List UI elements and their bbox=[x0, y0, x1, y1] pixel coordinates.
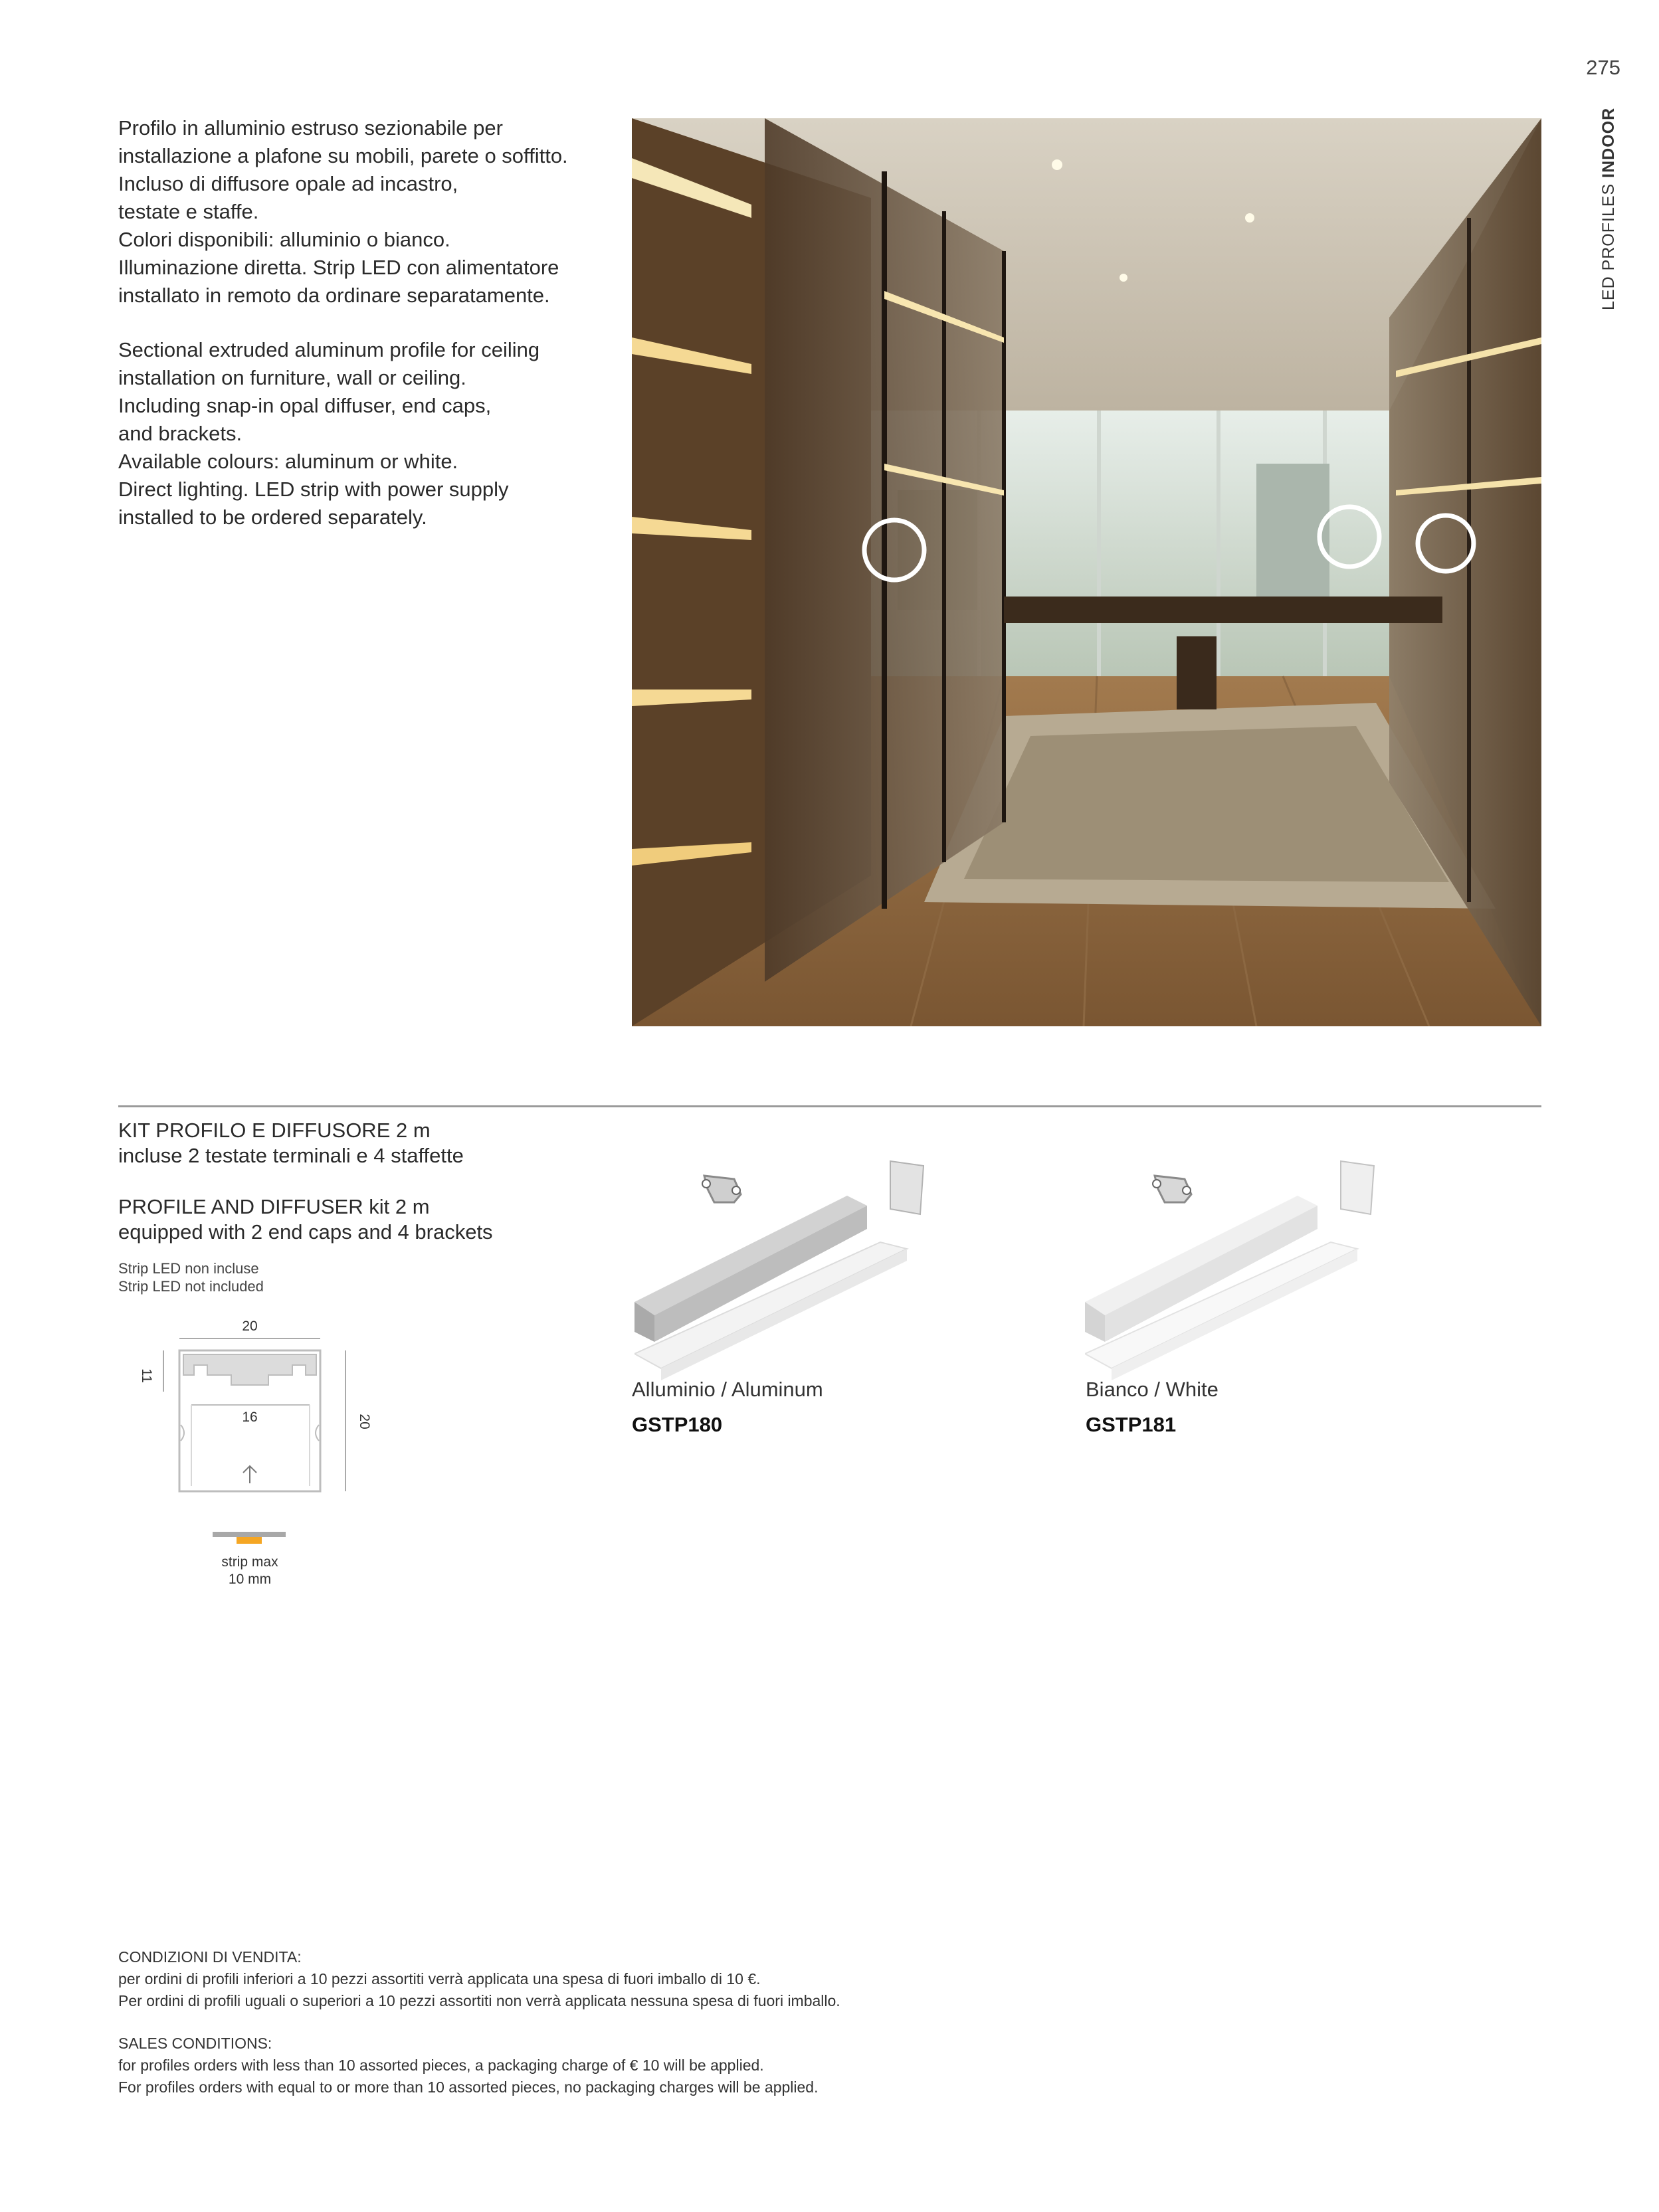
kit-title-en: PROFILE AND DIFFUSER kit 2 m bbox=[118, 1195, 430, 1218]
sales-conditions-italian bbox=[118, 1946, 1181, 2012]
description-line: installation on furniture, wall or ceiling. bbox=[118, 366, 466, 389]
description-line: Available colours: aluminum or white. bbox=[118, 450, 458, 473]
description-line: testate e staffe. bbox=[118, 200, 259, 223]
sales-conditions-english bbox=[118, 2033, 1181, 2098]
height-label: 20 bbox=[357, 1414, 372, 1429]
description-line: installazione a plafone su mobili, parete o soffitto. bbox=[118, 144, 568, 167]
profile-top-channel bbox=[183, 1354, 316, 1385]
description-line: Incluso di diffusore opale ad incastro, bbox=[118, 172, 458, 195]
strip-note bbox=[118, 1259, 264, 1295]
product-code-white: GSTP181 bbox=[1086, 1413, 1177, 1436]
description-line: Direct lighting. LED strip with power supply bbox=[118, 478, 509, 501]
product-image-white bbox=[1085, 1143, 1391, 1382]
profile-cross-section-diagram bbox=[126, 1312, 392, 1604]
conditions-title-en: SALES CONDITIONS: bbox=[118, 2035, 272, 2052]
side-label-emphasis: INDOOR bbox=[1599, 107, 1618, 178]
kit-italian bbox=[118, 1118, 636, 1168]
strip-label-line1: strip max bbox=[221, 1554, 278, 1570]
description-line: Illuminazione diretta. Strip LED con alimentatore bbox=[118, 256, 559, 279]
width-label: 20 bbox=[242, 1319, 258, 1334]
strip-label-line2: 10 mm bbox=[228, 1572, 272, 1587]
product-image-aluminum bbox=[634, 1143, 940, 1382]
description-line: Profilo in alluminio estruso sezionabile per bbox=[118, 116, 503, 139]
description-line: Sectional extruded aluminum profile for ceiling bbox=[118, 338, 540, 361]
product-caption-white: Bianco / White bbox=[1086, 1378, 1219, 1401]
kit-subtitle-it: incluse 2 testate terminali e 4 staffette bbox=[118, 1144, 464, 1167]
description-line: Colori disponibili: alluminio o bianco. bbox=[118, 228, 450, 251]
conditions-line1-it: per ordini di profili inferiori a 10 pezzi assortiti verrà applicata una spesa di fuori imballo di 10 €. bbox=[118, 1970, 761, 1987]
inner-width-label: 16 bbox=[242, 1410, 258, 1425]
conditions-line2-en: For profiles orders with equal to or more than 10 assorted pieces, no packaging charges will be applied. bbox=[118, 2078, 819, 2096]
conditions-line2-it: Per ordini di profili uguali o superiori a 10 pezzi assortiti non verrà applicata nessuna spesa di fuori imballo. bbox=[118, 1992, 840, 2009]
kit-english bbox=[118, 1194, 636, 1245]
strip-note-it: Strip LED non incluse bbox=[118, 1260, 259, 1277]
conditions-title-it: CONDIZIONI DI VENDITA: bbox=[118, 1948, 302, 1966]
description-english bbox=[118, 336, 583, 531]
conditions-line1-en: for profiles orders with less than 10 assorted pieces, a packaging charge of € 10 will be applied. bbox=[118, 2057, 764, 2074]
description-italian bbox=[118, 114, 583, 310]
section-divider bbox=[118, 1105, 1541, 1107]
led-strip-chip bbox=[237, 1537, 262, 1544]
kit-subtitle-en: equipped with 2 end caps and 4 brackets bbox=[118, 1220, 493, 1244]
description-line: installed to be ordered separately. bbox=[118, 506, 427, 529]
top-height-label: 11 bbox=[139, 1368, 154, 1383]
product-code-aluminum: GSTP180 bbox=[632, 1413, 723, 1436]
strip-note-en: Strip LED not included bbox=[118, 1278, 264, 1295]
product-caption-aluminum: Alluminio / Aluminum bbox=[632, 1378, 823, 1401]
led-strip-base bbox=[213, 1532, 286, 1537]
description-line: Including snap-in opal diffuser, end caps, bbox=[118, 394, 492, 417]
section-side-label bbox=[1590, 107, 1632, 327]
side-label-prefix: LED PROFILES bbox=[1599, 183, 1618, 310]
page-number: 275 bbox=[1586, 56, 1620, 79]
description-line: and brackets. bbox=[118, 422, 243, 445]
kit-title-it: KIT PROFILO E DIFFUSORE 2 m bbox=[118, 1119, 431, 1142]
walk-in-closet-photo bbox=[632, 118, 1541, 1026]
description-line: installato in remoto da ordinare separatamente. bbox=[118, 284, 550, 307]
